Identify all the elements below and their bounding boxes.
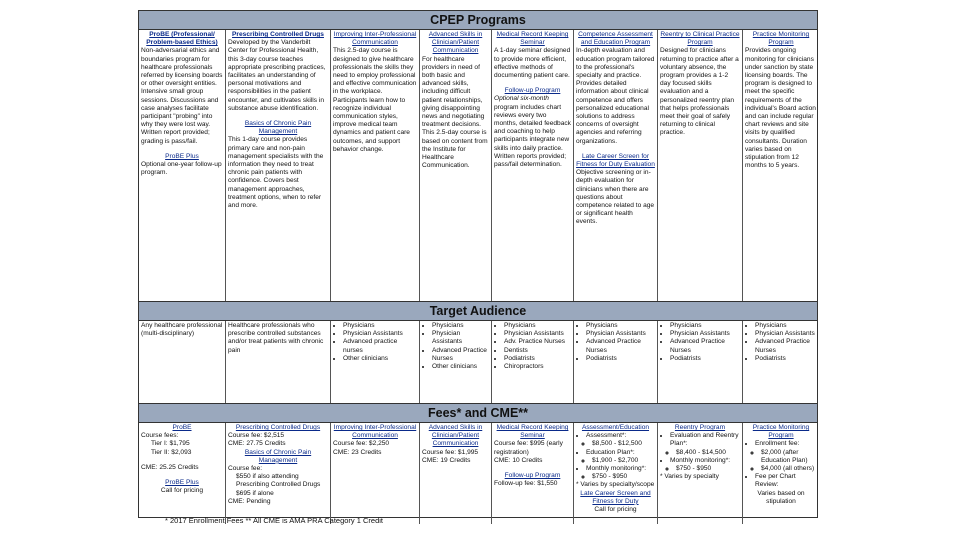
cpep-programs-table [138, 10, 818, 518]
audience-text: Any healthcare professional (multi-disciplinary) [141, 322, 223, 338]
list-item: ◦ $750 - $950 [592, 473, 655, 481]
fee-line: Follow-up fee: $1,550 [494, 480, 558, 488]
fee-line: $550 if also attending [236, 473, 299, 481]
program-description: This 2.5-day course is designed to give healthcare professionals the skills they need to employ professional and effective communication in the workplace. Participants learn how to recognize individual communication styles, improve medical team dynamics and patient care outcomes, and support behavior change. [333, 47, 417, 153]
list-item: ◦ $2,000 (after Education Plan) [761, 449, 817, 465]
list-item: • Advanced Practice Nurses [670, 338, 740, 354]
list-item: • Podiatrists [670, 355, 740, 363]
list-item: • Adv. Practice Nurses [504, 338, 571, 346]
audience-cell [743, 321, 819, 403]
list-item: • Fee per Chart Review: [755, 473, 817, 489]
program-title: Competence Assessment and Education Program [578, 31, 653, 47]
fees-heading: Improving Inter-Professional Communication [333, 424, 417, 440]
fees-heading: Assessment/Education [581, 424, 650, 431]
list-item: • Physician Assistants [670, 330, 740, 338]
cme-line: CME: 23 Credits [333, 448, 382, 456]
cme-line: CME: 27.75 Credits [228, 440, 286, 448]
list-item: • Advanced Practice Nurses [586, 338, 655, 354]
program-title: Improving Inter-Professional Communication [333, 31, 417, 47]
fees-reentry [658, 423, 743, 524]
fee-line: Tier II: $2,093 [151, 448, 192, 456]
fee-line: Course fee: $2,515 [228, 432, 285, 440]
list-item: • Physicians [343, 322, 417, 330]
audience-cell [331, 321, 420, 403]
program-description: Designed for clinicians returning to practice after a voluntary absence, the program provides a 1-2 day focused skills evaluation and a personalized reentry plan that helps professionals meet their goal of safely returning to clinical practice. [660, 47, 739, 137]
fees-monitoring [743, 423, 819, 524]
footnote: * 2017 Enrollment Fees ** All CME is AMA PRA Category 1 Credit [165, 516, 384, 525]
program-competence [574, 30, 658, 301]
list-item: • Evaluation and Reentry Plan*: [670, 432, 740, 448]
program-interprofessional [331, 30, 420, 301]
fee-line: Course fee: $995 (early registration) [494, 440, 563, 456]
list-item: • Physician Assistants [586, 330, 655, 338]
audience-cell [226, 321, 331, 403]
list-item: • Physician Assistants [432, 330, 489, 346]
program-monitoring [743, 30, 819, 301]
program-description: In-depth evaluation and education program tailored to the professional's specialty and practice. Provides detailed information about clinical competence and offers personalized educational solutions to address concerns of oversight agencies and referring organizations. [576, 47, 655, 145]
fee-line: Prescribing Controlled Drugs [236, 481, 321, 489]
list-item: • Physician Assistants [504, 330, 571, 338]
list-item: • Physician Assistants [755, 330, 817, 338]
list-item: • Physicians [432, 322, 489, 330]
fee-line: Course fee: $1,995 [422, 448, 479, 456]
fees-heading: Reentry Program [674, 424, 726, 431]
subprogram-title: Late Career Screen for Fitness for Duty Evaluation [576, 152, 655, 169]
fees-heading: Late Career Screen and Fitness for Duty [580, 489, 651, 505]
fees-prescribing [226, 423, 331, 524]
program-title: ProBE (Professional/ Problem-based Ethics) [146, 31, 218, 47]
cme-line: CME: Pending [228, 497, 271, 505]
program-title: Practice Monitoring Program [752, 31, 810, 47]
list-item: • Chiropractors [504, 363, 571, 371]
program-description: For healthcare providers in need of both basic and advanced skills, including difficult patient relationships, giving disappointing news and negotiating treatment decisions. This 2.5-day course is based on content from the Institute for Healthcare Communication. [422, 55, 488, 170]
fee-line: Call for pricing [160, 487, 204, 495]
list-item: • Podiatrists [586, 355, 655, 363]
list-item: • Physicians [586, 322, 655, 330]
subprogram-title: ProBE Plus [165, 152, 199, 160]
fees-heading: ProBE [172, 424, 192, 431]
program-advanced-skills [420, 30, 492, 301]
cme-line: CME: 19 Credits [422, 456, 471, 464]
audience-text: Healthcare professionals who prescribe controlled substances and/or treat patients with chronic pain [228, 322, 324, 354]
subprogram-lead: Optional six-month [494, 95, 549, 103]
fees-heading: Practice Monitoring Program [752, 424, 810, 440]
page-title: CPEP Programs [139, 11, 817, 30]
fee-line: Course fees: [141, 432, 179, 440]
list-item: • Podiatrists [504, 355, 571, 363]
list-item: • Physicians [504, 322, 571, 330]
audience-cell [139, 321, 226, 403]
subprogram-title: Basics of Chronic Pain Management [244, 120, 312, 136]
list-item: ◦ $1,900 - $2,700 [592, 457, 655, 465]
program-title: Reentry to Clinical Practice Program [660, 31, 740, 47]
audience-cell [492, 321, 574, 403]
audience-row [139, 321, 817, 404]
program-prescribing [226, 30, 331, 301]
fees-probe [139, 423, 226, 524]
list-item: • Monthly monitoring*: [670, 457, 740, 465]
fee-note: * Varies by specialty [660, 473, 719, 481]
list-item: • Advanced Practice Nurses [432, 347, 489, 363]
program-description: Non-adversarial ethics and boundaries program for healthcare professionals referred by licensing boards or other oversight entities. Intensive small group sessions. Discussions and case analyses facilitate participant "probing" into why they were lost way. Written report provided; grading is pass/fail. [141, 47, 223, 145]
cme-line: CME: 10 Credits [494, 456, 543, 464]
fee-line: Course fee: [228, 465, 263, 473]
fees-heading: Prescribing Controlled Drugs [235, 424, 321, 431]
list-item: • Monthly monitoring*: [586, 465, 655, 473]
list-item: ◦ $8,500 - $12,500 [592, 440, 655, 448]
list-item: • Enrollment fee: [755, 440, 817, 448]
subprogram-description: program includes chart reviews every two months, detailed feedback and coaching to help participants integrate new skills into daily practice. Written reports provided; pass/fail determination. [494, 103, 571, 169]
fee-line: Course fee: $2,250 [333, 440, 390, 448]
program-title: Medical Record Keeping Seminar [496, 31, 569, 47]
list-item: • Dentists [504, 347, 571, 355]
audience-title: Target Audience [139, 302, 817, 321]
fee-line: $695 if alone [236, 489, 274, 497]
list-item: ◦ $8,400 - $14,500 [676, 449, 740, 457]
fee-line: Call for pricing [594, 506, 637, 514]
fees-competence [574, 423, 658, 524]
list-item: • Assessment*: [586, 432, 655, 440]
program-title: Prescribing Controlled Drugs [232, 31, 324, 38]
subprogram-description: This 1-day course provides primary care and non-pain management specialists with the information they need to treat chronic pain patients with confidence. Covers best management approaches, treatment options, when to refer and more. [228, 136, 324, 210]
list-item: • Advanced Practice Nurses [755, 338, 817, 354]
fees-heading: ProBE Plus [165, 479, 199, 487]
program-title: Advanced Skills in Clinician/Patient Communication [428, 31, 483, 55]
fees-heading: Basics of Chronic Pain Management [244, 448, 312, 464]
fees-advanced-skills [420, 423, 492, 524]
list-item: • Other clinicians [343, 355, 417, 363]
program-description: Developed by the Vanderbilt Center for Professional Health, this 3-day course teaches appropriate prescribing practices, facilitates an understanding of personal motivations and responsibilities in the patient encounter, and cultivates skills in substance abuse identification. [228, 39, 326, 112]
subprogram-description: Optional one-year follow-up program. [141, 161, 222, 177]
list-item: • Physicians [670, 322, 740, 330]
list-item: ◦ $750 - $950 [676, 465, 740, 473]
list-item: ◦ $4,000 (all others) [761, 465, 817, 473]
program-record-keeping [492, 30, 574, 301]
audience-cell [658, 321, 743, 403]
fees-heading: Follow-up Program [504, 472, 561, 480]
audience-cell [420, 321, 492, 403]
list-item: • Physicians [755, 322, 817, 330]
audience-cell [574, 321, 658, 403]
subprogram-description: Objective screening or in-depth evaluation for clinicians when there are questions about competence related to age or significant health events. [576, 169, 655, 226]
program-probe [139, 30, 226, 301]
fees-row [139, 423, 817, 524]
program-description: A 1-day seminar designed to provide more efficient, effective methods of documenting patient care. [494, 47, 571, 80]
list-item: • Podiatrists [755, 355, 817, 363]
program-reentry [658, 30, 743, 301]
fee-note: Varies based on stipulation [757, 489, 805, 505]
fees-heading: Medical Record Keeping Seminar [496, 424, 569, 440]
list-item: • Physician Assistants [343, 330, 417, 338]
program-description: Provides ongoing monitoring for clinicians under sanction by state licensing boards. The program is designed to meet the specific requirements of the individual's Board action and can include regular chart reviews and site visits by qualified consultants. Duration varies based on stipulation from 12 months to 5 years. [745, 47, 816, 170]
list-item: • Advanced practice nurses [343, 338, 417, 354]
fees-record-keeping [492, 423, 574, 524]
fee-note: * Varies by specialty/scope [576, 481, 655, 489]
cme-line: CME: 25.25 Credits [141, 463, 199, 471]
list-item: • Education Plan*: [586, 449, 655, 457]
fees-interprofessional [331, 423, 420, 524]
fees-title: Fees* and CME** [139, 404, 817, 423]
list-item: • Other clinicians [432, 363, 489, 371]
fee-line: Tier I: $1,795 [151, 440, 190, 448]
subprogram-title: Follow-up Program [504, 87, 561, 95]
programs-row [139, 30, 817, 302]
fees-heading: Advanced Skills in Clinician/Patient Communication [428, 424, 483, 448]
